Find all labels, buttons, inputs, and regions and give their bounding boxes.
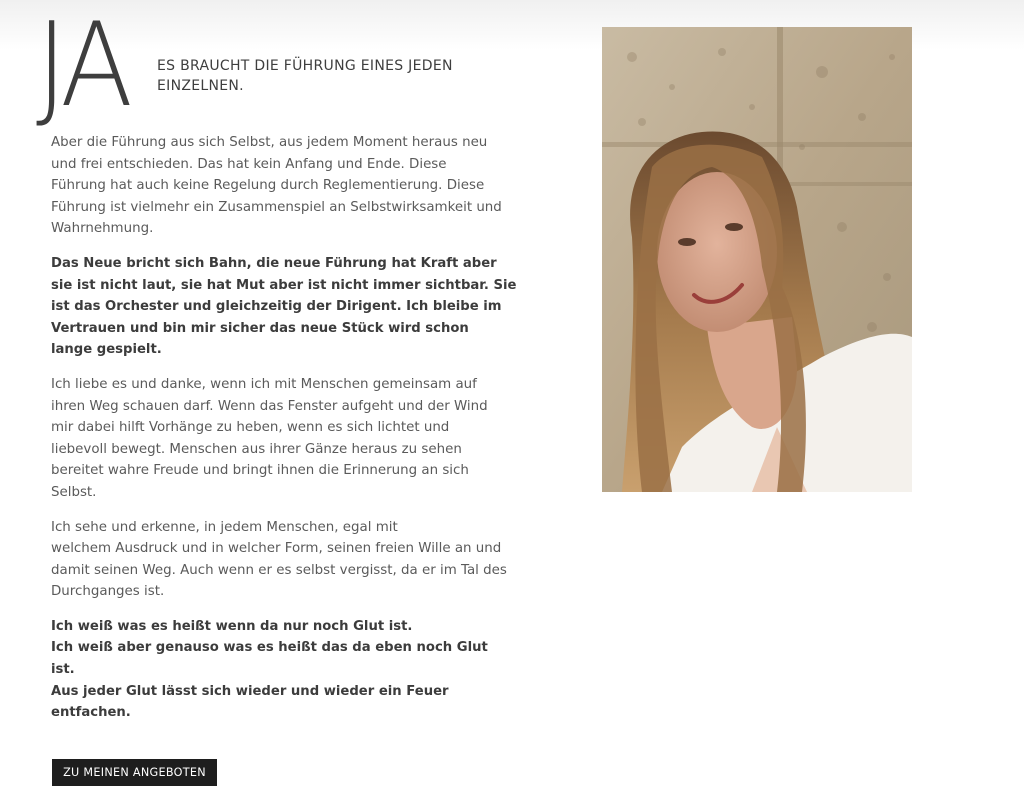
paragraph-line: Wahrnehmung. (51, 221, 154, 237)
paragraph-line: Aus jeder Glut lässt sich wieder und wieder ein Feuer (51, 683, 449, 699)
paragraph-3 (51, 374, 491, 504)
paragraph-line: Ich liebe es und danke, wenn ich mit Menschen gemeinsam auf (51, 376, 477, 392)
paragraph-line: Aber die Führung aus sich Selbst, aus jedem Moment heraus neu (51, 135, 488, 150)
paragraph-1 (51, 132, 502, 240)
paragraph-line: Ich weiß was es heißt wenn da nur noch Glut ist. (51, 618, 413, 634)
paragraph-line: Vertrauen und bin mir sicher das neue Stück wird schon (51, 320, 469, 336)
paragraph-line: entfachen. (51, 705, 131, 721)
paragraph-5-bold (51, 616, 491, 724)
paragraph-4 (51, 517, 507, 603)
paragraph-line: Ich weiß aber genauso was es heißt das da eben noch Glut (51, 640, 488, 656)
paragraph-line: Führung ist vielmehr ein Zusammenspiel an Selbstwirksamkeit und (51, 199, 502, 215)
paragraph-2-bold (51, 253, 517, 361)
hero-big-letters: JA (36, 0, 128, 133)
paragraph-line: Ich sehe und erkenne, in jedem Menschen, egal mit (51, 519, 398, 535)
paragraph-line: sie ist nicht laut, sie hat Mut aber ist nicht immer sichtbar. Sie (51, 277, 517, 293)
paragraph-line: bereitet wahre Freude und bringt ihnen die Erinnerung an sich (51, 463, 469, 479)
offers-button[interactable]: ZU MEINEN ANGEBOTEN (52, 759, 217, 786)
paragraph-line: ist das Orchester und gleichzeitig der Dirigent. Ich bleibe im (51, 299, 502, 315)
hero-heading: ES BRAUCHT DIE FÜHRUNG EINES JEDEN EINZELNEN. (157, 58, 453, 94)
paragraph-line: Durchganges ist. (51, 584, 165, 600)
text-content (51, 132, 517, 737)
paragraph-line: liebevoll bewegt. Menschen aus ihrer Gänze heraus zu sehen (51, 441, 462, 457)
paragraph-line: lange gespielt. (51, 342, 162, 358)
paragraph-line: damit seinen Weg. Auch wenn er es selbst vergisst, da er im Tal des (51, 562, 507, 578)
paragraph-line: Das Neue bricht sich Bahn, die neue Führung hat Kraft aber (51, 255, 497, 271)
paragraph-line: und frei entschieden. Das hat kein Anfang und Ende. Diese (51, 156, 447, 172)
paragraph-line: ist. (51, 662, 75, 678)
paragraph-line: Selbst. (51, 484, 97, 500)
paragraph-line: Führung hat auch keine Regelung durch Reglementierung. Diese (51, 178, 485, 194)
portrait-photo (602, 27, 912, 492)
paragraph-line: mir dabei hilft Vorhänge zu heben, wenn es sich lichtet und (51, 420, 450, 436)
paragraph-line: ihren Weg schauen darf. Wenn das Fenster aufgeht und der Wind (51, 398, 488, 414)
paragraph-line: welchem Ausdruck und in welcher Form, seinen freien Wille an und (51, 541, 502, 557)
